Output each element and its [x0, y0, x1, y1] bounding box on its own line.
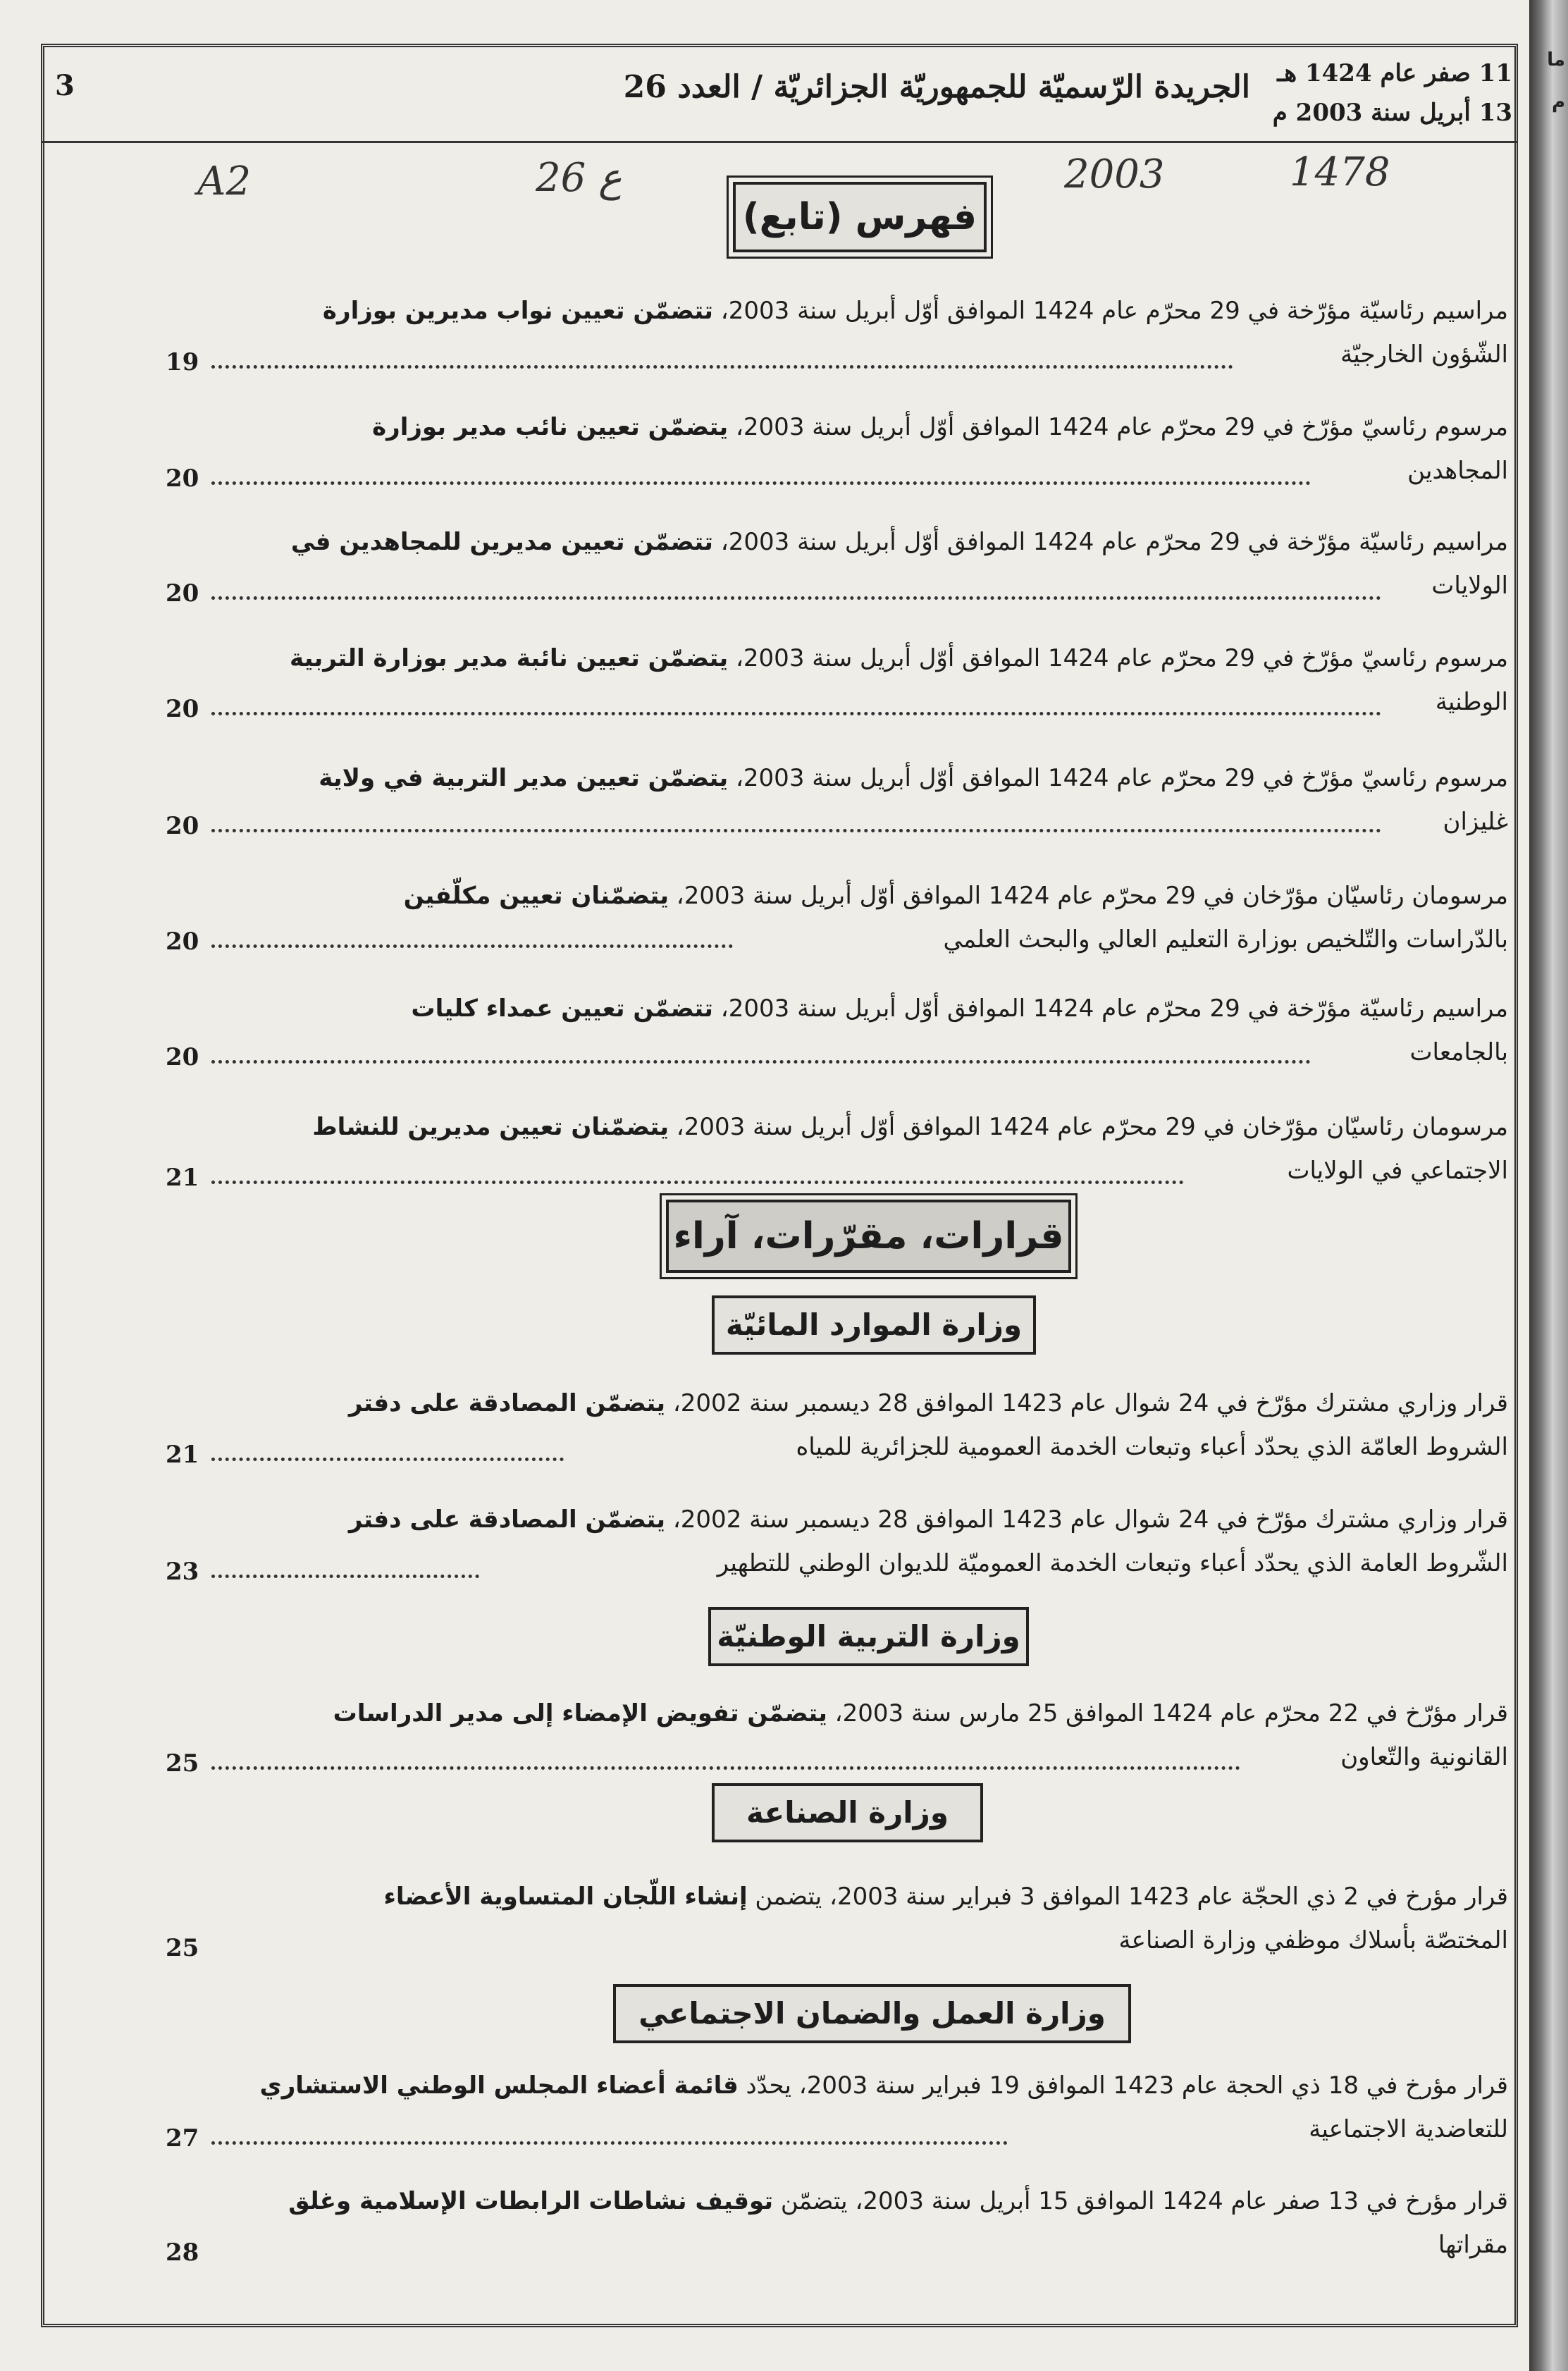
dot-leader — [211, 481, 1311, 485]
ministry-heading-water: وزارة الموارد المائيّة — [712, 1295, 1036, 1355]
dot-leader — [211, 1458, 564, 1461]
entry-text: مراسيم رئاسيّة مؤرّخة في 29 محرّم عام 1424 الموافق أوّل أبريل سنة 2003، تتضمّن تعيين نواب مديرين بوزارة الشّؤون الخارجيّة — [322, 297, 1508, 369]
page-header — [41, 48, 1518, 147]
entry-page: 20 — [166, 695, 199, 723]
entry-text: مراسيم رئاسيّة مؤرّخة في 29 محرّم عام 1424 الموافق أوّل أبريل سنة 2003، تتضمّن تعيين مديرين للمجاهدين في الولايات — [290, 528, 1508, 600]
adjacent-page-edge — [1529, 0, 1568, 2371]
edge-text: ما — [1547, 49, 1565, 70]
dot-leader — [211, 1181, 1184, 1184]
entry-page: 20 — [166, 579, 199, 608]
ministry-heading-industry: وزارة الصناعة — [712, 1783, 983, 1842]
issue-date — [1273, 54, 1512, 133]
section-title-decisions: قرارات، مقرّرات، آراء — [666, 1200, 1071, 1273]
entry-page: 20 — [166, 812, 199, 840]
entry-text: قرار مؤرخ في 18 ذي الحجة عام 1423 الموافق 19 فبراير سنة 2003، يحدّد قائمة أعضاء المجلس الوطني الاستشاري للتعاضدية الاجتماعية — [259, 2071, 1508, 2143]
entry-text: قرار وزاري مشترك مؤرّخ في 24 شوال عام 1423 الموافق 28 ديسمبر سنة 2002، يتضمّن المصادقة على دفتر الشروط العامّة الذي يحدّد أعباء وتبعات الخدمة العمومية للجزائرية للمياه — [348, 1389, 1508, 1461]
entry-page: 27 — [166, 2124, 199, 2153]
dot-leader — [211, 712, 1381, 715]
entry-text: مرسوم رئاسيّ مؤرّخ في 29 محرّم عام 1424 الموافق أوّل أبريل سنة 2003، يتضمّن تعيين نائبة مدير بوزارة التربية الوطنية — [290, 644, 1508, 716]
dot-leader — [211, 1766, 1240, 1770]
entry-page: 21 — [166, 1164, 199, 1192]
entry-text: مرسوم رئاسيّ مؤرّخ في 29 محرّم عام 1424 الموافق أوّل أبريل سنة 2003، يتضمّن تعيين مدير التربية في ولاية غليزان — [319, 764, 1508, 836]
toc-title: فهرس (تابع) — [733, 182, 987, 252]
dot-leader — [211, 365, 1233, 369]
date-hijri: 11 صفر عام 1424 هـ — [1277, 59, 1512, 87]
entry-page: 28 — [166, 2238, 199, 2267]
entry-page: 20 — [166, 1043, 199, 1071]
entry-text: قرار مؤرخ في 13 صفر عام 1424 الموافق 15 أبريل سنة 2003، يتضمّن توقيف نشاطات الرابطات الإسلامية وغلق مقراتها — [288, 2187, 1508, 2259]
handwritten-year: 2003 — [1064, 152, 1165, 197]
journal-title: الجريدة الرّسميّة للجمهوريّة الجزائريّة / العدد 26 — [623, 69, 1250, 105]
ministry-heading-labor: وزارة العمل والضمان الاجتماعي — [613, 1984, 1131, 2043]
dot-leader — [211, 1575, 479, 1578]
entry-text: قرار وزاري مشترك مؤرّخ في 24 شوال عام 1423 الموافق 28 ديسمبر سنة 2002، يتضمّن المصادقة على دفتر الشّروط العامة الذي يحدّد أعباء وتبعات الخدمة العموميّة للديوان الوطني للتطهير — [348, 1505, 1508, 1577]
ministry-heading-education: وزارة التربية الوطنيّة — [708, 1607, 1029, 1666]
dot-leader — [211, 1060, 1311, 1064]
dot-leader — [211, 596, 1381, 600]
entry-text: مرسوم رئاسيّ مؤرّخ في 29 محرّم عام 1424 الموافق أوّل أبريل سنة 2003، يتضمّن تعيين نائب مدير بوزارة المجاهدين — [372, 413, 1508, 485]
page-number: 3 — [55, 69, 75, 102]
entry-text: مراسيم رئاسيّة مؤرّخة في 29 محرّم عام 1424 الموافق أوّل أبريل سنة 2003، تتضمّن تعيين عمداء كليات بالجامعات — [411, 994, 1508, 1066]
entry-page: 19 — [166, 348, 199, 376]
dot-leader — [211, 829, 1381, 832]
dot-leader — [211, 944, 733, 948]
handwritten-ref: A2 — [197, 159, 252, 204]
entry-text: مرسومان رئاسيّان مؤرّخان في 29 محرّم عام 1424 الموافق أوّل أبريل سنة 2003، يتضمّنان تعيين مديرين للنشاط الاجتماعي في الولايات — [312, 1113, 1508, 1185]
entry-page: 23 — [166, 1558, 199, 1586]
entry-text: قرار مؤرّخ في 22 محرّم عام 1424 الموافق 25 مارس سنة 2003، يتضمّن تفويض الإمضاء إلى مدير الدراسات القانونية والتّعاون — [333, 1699, 1508, 1771]
entry-page: 25 — [166, 1749, 199, 1778]
entry-page: 21 — [166, 1441, 199, 1469]
entry-page: 25 — [166, 1934, 199, 1962]
handwritten-issue: 26 ع — [536, 155, 622, 201]
edge-text: م — [1551, 92, 1565, 113]
entry-page: 20 — [166, 928, 199, 956]
entry-page: 20 — [166, 464, 199, 493]
dot-leader — [211, 2141, 1008, 2145]
entry-text: قرار مؤرخ في 2 ذي الحجّة عام 1423 الموافق 3 فبراير سنة 2003، يتضمن إنشاء اللّجان المتساوية الأعضاء المختصّة بأسلاك موظفي وزارة الصناعة — [383, 1883, 1508, 1954]
entry-text: مرسومان رئاسيّان مؤرّخان في 29 محرّم عام 1424 الموافق أوّل أبريل سنة 2003، يتضمّنان تعيين مكلّفين بالدّراسات والتّلخيص بوزارة التعليم العالي والبحث العلمي — [403, 882, 1508, 954]
handwritten-code: 1478 — [1290, 149, 1390, 195]
header-divider — [41, 141, 1518, 143]
date-gregorian: 13 أبريل سنة 2003 م — [1272, 99, 1512, 127]
